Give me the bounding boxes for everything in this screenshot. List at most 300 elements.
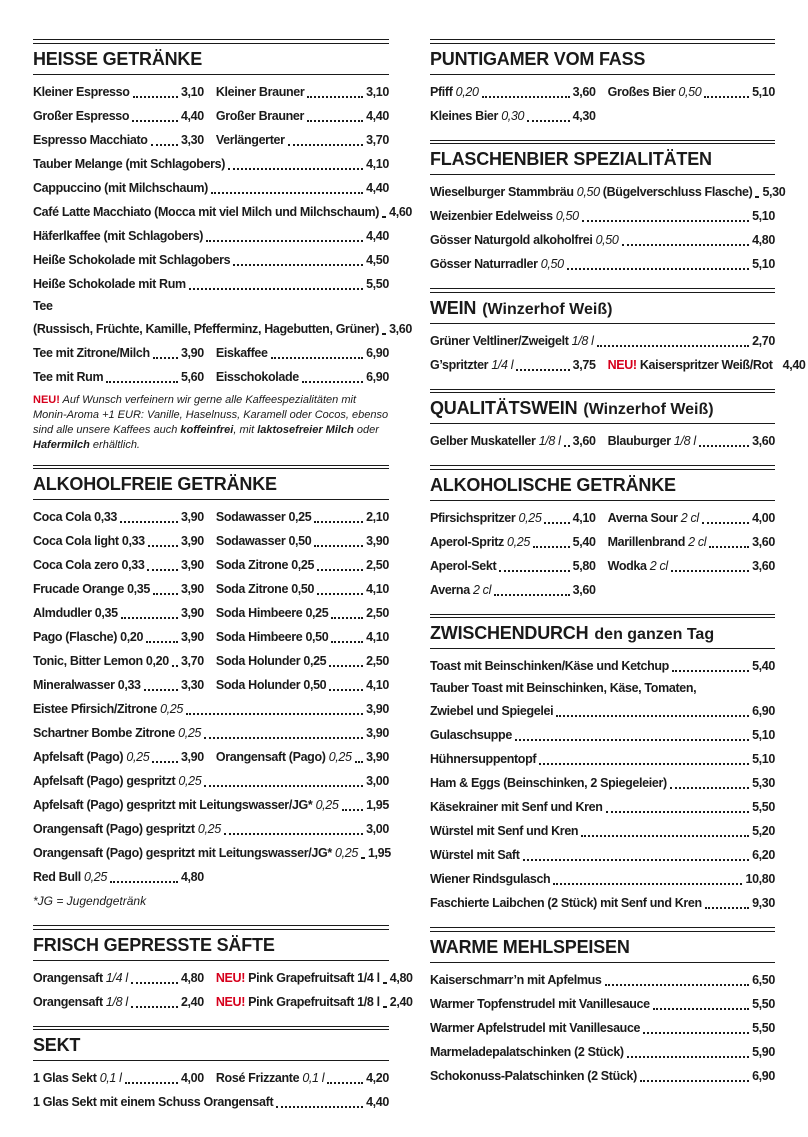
item-name-segment: Pfiff bbox=[430, 84, 456, 99]
item-name-segment: (Bügelverschluss Flasche) bbox=[599, 185, 753, 199]
dot-leader bbox=[702, 522, 749, 524]
menu-item-row bbox=[33, 200, 413, 224]
dot-leader bbox=[189, 288, 363, 290]
menu-item-row bbox=[430, 353, 806, 377]
item-name bbox=[33, 529, 145, 553]
item-name-segment: Kleiner Espresso bbox=[33, 84, 130, 99]
item-price: 3,10 bbox=[366, 84, 389, 99]
dot-leader bbox=[147, 569, 177, 571]
section-flaschenbier-spezialitaten bbox=[430, 140, 786, 277]
item-price: 4,50 bbox=[366, 252, 389, 267]
item-name bbox=[608, 506, 699, 530]
item-name bbox=[33, 200, 379, 224]
dot-leader bbox=[106, 381, 178, 383]
menu-item-cell-left bbox=[430, 554, 596, 578]
item-name-segment: (Russisch, Früchte, Kamille, Pfefferminz, Hagebutten, Grüner) bbox=[33, 321, 380, 336]
item-name-segment: 1/8 l bbox=[571, 333, 594, 348]
item-price: 5,80 bbox=[572, 558, 596, 573]
item-name-segment: 0,50 bbox=[576, 185, 600, 199]
item-price: 4,10 bbox=[366, 582, 389, 596]
item-price: 5,10 bbox=[752, 257, 775, 271]
menu-item-cell-right bbox=[608, 554, 775, 578]
item-name-segment: Wodka bbox=[607, 558, 650, 573]
menu-item-cell-right bbox=[216, 80, 389, 104]
item-name bbox=[33, 224, 203, 248]
item-name-segment: Coca Cola zero 0,33 bbox=[33, 558, 145, 572]
item-name-segment: Großer Brauner bbox=[215, 108, 305, 123]
item-name bbox=[430, 723, 512, 747]
item-name-segment: Hühnersuppentopf bbox=[430, 752, 537, 766]
item-name-segment: 1/8 l bbox=[105, 994, 128, 1009]
item-name-segment: Auf Wunsch verfeinern wir gerne alle Kaffeespezialitäten mit Monin-Aroma +1 EUR: Vanille, Haselnuss, Karamell oder Cocos, ebenso sind alle unsere Kaffees auch bbox=[33, 393, 389, 436]
item-name-segment: 0,20 bbox=[455, 84, 479, 99]
dot-leader bbox=[233, 264, 363, 266]
item-name-segment: Tee bbox=[33, 298, 53, 313]
item-name bbox=[608, 554, 668, 578]
dot-leader bbox=[606, 811, 750, 813]
item-name bbox=[216, 649, 326, 673]
section-header bbox=[33, 469, 389, 499]
menu-note bbox=[33, 393, 389, 453]
item-price: 5,50 bbox=[366, 276, 389, 291]
dot-leader bbox=[152, 761, 178, 763]
item-name bbox=[33, 365, 103, 389]
item-price: 4,00 bbox=[180, 1071, 204, 1085]
item-name-segment: Eiskaffee bbox=[215, 345, 268, 360]
menu-item-row bbox=[33, 80, 389, 104]
item-name-segment: 0,50 bbox=[595, 233, 619, 247]
section-header bbox=[430, 932, 775, 962]
item-name-segment: Marillenbrand bbox=[607, 534, 689, 549]
item-price: 4,40 bbox=[366, 1095, 389, 1109]
dot-leader bbox=[186, 713, 363, 715]
menu-item-row bbox=[430, 699, 775, 723]
section-header bbox=[33, 44, 389, 74]
section-qualitatswein bbox=[430, 389, 775, 454]
item-price: 9,30 bbox=[752, 896, 775, 910]
item-name bbox=[430, 1064, 637, 1088]
menu-item-row bbox=[33, 793, 389, 817]
item-name bbox=[33, 317, 379, 341]
section-rule-bottom bbox=[430, 648, 775, 649]
item-price: 5,50 bbox=[752, 1020, 775, 1035]
item-name bbox=[430, 578, 491, 602]
item-price: 3,90 bbox=[180, 606, 204, 620]
menu-item-cell-left bbox=[430, 104, 596, 128]
dot-leader bbox=[539, 763, 749, 765]
menu-item-cell-left bbox=[33, 365, 204, 389]
menu-item-row bbox=[33, 625, 389, 649]
item-name-segment: 0,25 bbox=[178, 774, 202, 788]
menu-item-row bbox=[33, 577, 389, 601]
item-name-segment: 1/4 l bbox=[105, 970, 128, 985]
item-name-segment: Heiße Schokolade mit Schlagobers bbox=[33, 252, 231, 267]
menu-item-cell-right bbox=[608, 578, 775, 602]
dot-leader bbox=[144, 689, 178, 691]
item-name bbox=[608, 353, 773, 377]
menu-item-cell-left bbox=[430, 530, 596, 554]
neu-badge: NEU! bbox=[215, 970, 246, 985]
item-price: 5,10 bbox=[752, 752, 775, 766]
dot-leader bbox=[121, 617, 178, 619]
menu-item-cell-right bbox=[216, 625, 389, 649]
item-price: 4,80 bbox=[752, 233, 775, 247]
dot-leader bbox=[581, 835, 749, 837]
section-warme-mehlspeisen bbox=[430, 927, 775, 1088]
item-name-segment: Coca Cola light 0,33 bbox=[33, 534, 145, 548]
section-alkoholische-getranke bbox=[430, 465, 775, 602]
item-name-segment: oder bbox=[353, 423, 379, 436]
item-name-segment: Pink Grapefruitsaft 1/4 l bbox=[245, 970, 380, 985]
item-name-segment: 0,1 l bbox=[302, 1071, 325, 1085]
dot-leader bbox=[307, 96, 363, 98]
item-name-segment: 0,25 bbox=[335, 846, 358, 860]
item-price: 3,90 bbox=[366, 702, 389, 716]
item-price: 4,40 bbox=[366, 228, 389, 243]
dot-leader bbox=[755, 196, 759, 198]
item-price: 3,90 bbox=[180, 558, 204, 572]
item-name bbox=[33, 769, 201, 793]
item-name bbox=[33, 272, 186, 296]
menu-item-row bbox=[33, 745, 389, 769]
section-rule-bottom bbox=[33, 499, 389, 500]
menu-item-row bbox=[33, 365, 389, 389]
item-name-segment: Orangensaft (Pago) gespritzt bbox=[33, 822, 198, 836]
item-price: 6,90 bbox=[366, 345, 389, 360]
section-rule-bottom bbox=[430, 500, 775, 501]
dot-leader bbox=[153, 593, 178, 595]
menu-item-row bbox=[33, 1090, 389, 1114]
dot-leader bbox=[516, 369, 569, 371]
item-name-segment: 2 cl bbox=[680, 510, 699, 525]
dot-leader bbox=[383, 982, 387, 984]
section-title: WEIN bbox=[430, 297, 477, 318]
item-name bbox=[430, 771, 667, 795]
section-rule-bottom bbox=[430, 74, 775, 75]
item-name-segment: , mit bbox=[233, 423, 258, 436]
item-price: 5,50 bbox=[752, 996, 775, 1011]
item-name-segment: Mineralwasser 0,33 bbox=[33, 678, 141, 692]
menu-item-row bbox=[430, 1016, 775, 1040]
menu-item-label bbox=[33, 296, 389, 317]
item-name-segment: Pago (Flasche) 0,20 bbox=[33, 630, 144, 644]
dot-leader bbox=[627, 1056, 749, 1058]
menu-item-row bbox=[430, 654, 775, 678]
dot-leader bbox=[544, 522, 569, 524]
item-name bbox=[608, 429, 696, 453]
item-name bbox=[33, 553, 144, 577]
item-name-segment: Häferlkaffee (mit Schlagobers) bbox=[33, 228, 204, 243]
menu-item-cell-right bbox=[216, 128, 389, 152]
item-name bbox=[33, 341, 150, 365]
neu-badge: NEU! bbox=[215, 994, 246, 1009]
dot-leader bbox=[622, 244, 750, 246]
item-name bbox=[430, 992, 650, 1016]
section-header bbox=[430, 293, 775, 323]
menu-item-cell-left bbox=[33, 966, 204, 990]
item-price: 5,90 bbox=[752, 1044, 775, 1059]
menu-item-row bbox=[430, 554, 775, 578]
item-price: 4,10 bbox=[366, 630, 389, 644]
item-name-segment: Almdudler 0,35 bbox=[33, 606, 118, 620]
item-name-segment: 1/4 l bbox=[491, 357, 514, 372]
item-price: 5,40 bbox=[572, 534, 596, 549]
item-price: 4,10 bbox=[366, 678, 389, 692]
dot-leader bbox=[533, 546, 570, 548]
menu-item-row bbox=[430, 771, 775, 795]
section-rule-bottom bbox=[430, 174, 775, 175]
item-name bbox=[33, 841, 358, 865]
menu-item-cell-left bbox=[33, 128, 204, 152]
dot-leader bbox=[314, 545, 363, 547]
dot-leader bbox=[172, 665, 178, 667]
item-name-segment: 2 cl bbox=[472, 582, 492, 597]
menu-item-row bbox=[430, 747, 775, 771]
menu-item-cell-right bbox=[608, 429, 775, 453]
menu-item-row bbox=[430, 992, 775, 1016]
item-name-segment: Eistee Pfirsich/Zitrone bbox=[33, 702, 161, 716]
section-header bbox=[33, 930, 389, 960]
menu-item-row bbox=[430, 180, 786, 204]
item-price: 6,90 bbox=[752, 704, 775, 718]
menu-item-row bbox=[33, 505, 389, 529]
item-price: 5,10 bbox=[752, 84, 775, 99]
item-name bbox=[33, 505, 117, 529]
item-name bbox=[430, 1016, 640, 1040]
item-name bbox=[33, 817, 221, 841]
item-name bbox=[33, 104, 129, 128]
item-name-segment: 1 Glas Sekt mit einem Schuss Orangensaft bbox=[33, 1095, 274, 1109]
menu-item-row bbox=[430, 968, 775, 992]
item-name-segment: Wieselburger Stammbräu bbox=[430, 185, 577, 199]
item-name-segment: erhältlich. bbox=[89, 438, 140, 451]
dot-leader bbox=[206, 240, 363, 242]
section-zwischendurch bbox=[430, 614, 775, 916]
item-name-segment: Großer Espresso bbox=[33, 108, 130, 123]
dot-leader bbox=[204, 785, 363, 787]
menu-item-row bbox=[33, 272, 389, 296]
menu-item-cell-left bbox=[33, 649, 204, 673]
item-name bbox=[33, 649, 169, 673]
menu-item-row bbox=[33, 553, 389, 577]
dot-leader bbox=[317, 569, 363, 571]
item-name bbox=[430, 252, 564, 276]
item-price: 3,75 bbox=[572, 357, 596, 372]
section-rule-bottom bbox=[33, 74, 389, 75]
dot-leader bbox=[329, 665, 363, 667]
dot-leader bbox=[307, 120, 363, 122]
item-name-segment: Espresso Macchiato bbox=[33, 132, 148, 147]
dot-leader bbox=[523, 859, 750, 861]
dot-leader bbox=[515, 739, 749, 741]
item-name bbox=[33, 793, 339, 817]
section-title: FLASCHENBIER SPEZIALITÄTEN bbox=[430, 149, 712, 169]
dot-leader bbox=[148, 545, 178, 547]
item-price: 10,80 bbox=[745, 872, 775, 886]
dot-leader bbox=[361, 857, 365, 859]
item-name-segment: Kaiserschmarr’n mit Apfelmus bbox=[430, 972, 602, 987]
menu-item-row bbox=[33, 841, 389, 865]
item-price: 1,95 bbox=[367, 846, 391, 860]
item-price: 4,20 bbox=[366, 1071, 389, 1085]
item-name-segment: 0,25 bbox=[197, 822, 221, 836]
menu-item-row bbox=[33, 649, 389, 673]
item-name-segment: *JG = Jugendgetränk bbox=[33, 894, 147, 908]
dot-leader bbox=[211, 192, 363, 194]
item-name bbox=[33, 577, 150, 601]
item-price: 4,30 bbox=[572, 108, 596, 123]
menu-item-cell-left bbox=[33, 80, 204, 104]
item-price: 4,00 bbox=[752, 510, 775, 525]
item-price: 3,60 bbox=[752, 534, 775, 549]
section-title: PUNTIGAMER VOM FASS bbox=[430, 48, 646, 69]
item-price: 4,80 bbox=[389, 970, 413, 985]
item-name bbox=[216, 529, 312, 553]
item-name bbox=[216, 341, 268, 365]
item-name-segment: Ham & Eggs (Beinschinken, 2 Spiegeleier) bbox=[430, 776, 667, 790]
item-price: 5,20 bbox=[752, 824, 775, 838]
item-name-segment: Marmeladepalatschinken (2 Stück) bbox=[430, 1044, 624, 1059]
item-name bbox=[430, 819, 578, 843]
item-name-segment: 0,25 bbox=[178, 726, 202, 740]
section-header bbox=[430, 44, 775, 74]
item-name bbox=[33, 80, 130, 104]
menu-item-row bbox=[430, 819, 775, 843]
section-subtitle: (Winzerhof Weiß) bbox=[583, 401, 714, 418]
dot-leader bbox=[383, 1006, 387, 1008]
dot-leader bbox=[153, 357, 178, 359]
menu-item-cell-left bbox=[33, 577, 204, 601]
menu-item-cell-right bbox=[216, 341, 389, 365]
item-name-segment: 0,25 bbox=[507, 534, 530, 549]
item-name-segment: 0,50 bbox=[678, 84, 702, 99]
item-price: 6,90 bbox=[366, 369, 389, 384]
neu-badge: NEU! bbox=[607, 357, 637, 372]
item-price: 5,10 bbox=[752, 728, 775, 742]
item-price: 4,80 bbox=[180, 970, 204, 985]
item-name-segment: Pink Grapefruitsaft 1/8 l bbox=[245, 994, 380, 1009]
menu-item-row bbox=[33, 865, 389, 889]
menu-item-row bbox=[33, 990, 413, 1014]
item-name bbox=[430, 506, 541, 530]
item-name bbox=[33, 248, 230, 272]
item-name bbox=[33, 673, 141, 697]
dot-leader bbox=[567, 268, 749, 270]
menu-column-left bbox=[33, 39, 413, 1126]
menu-item-cell-right bbox=[216, 365, 389, 389]
item-name bbox=[216, 365, 299, 389]
item-name-segment: Soda Holunder 0,50 bbox=[215, 678, 327, 692]
item-price: 3,90 bbox=[366, 726, 389, 740]
item-price: 3,60 bbox=[572, 582, 596, 597]
menu-item-cell-left bbox=[33, 625, 204, 649]
dot-leader bbox=[704, 96, 749, 98]
dot-leader bbox=[342, 809, 364, 811]
item-name bbox=[430, 228, 619, 252]
item-name bbox=[430, 843, 520, 867]
item-name-segment: Zwiebel und Spiegelei bbox=[430, 704, 554, 718]
menu-item-row bbox=[33, 128, 389, 152]
menu-item-row bbox=[430, 891, 775, 915]
item-price: 3,00 bbox=[366, 822, 389, 836]
item-name bbox=[216, 104, 304, 128]
section-title: QUALITÄTSWEIN bbox=[430, 398, 578, 418]
menu-item-row bbox=[430, 843, 775, 867]
item-name bbox=[216, 577, 314, 601]
dot-leader bbox=[640, 1080, 749, 1082]
item-name-segment: Weizenbier Edelweiss bbox=[430, 209, 556, 223]
section-puntigamer-vom-fass bbox=[430, 39, 775, 128]
section-rule-bottom bbox=[430, 323, 775, 324]
item-name-segment: Café Latte Macchiato (Mocca mit viel Milch und Milchschaum) bbox=[33, 204, 380, 219]
item-price: 3,30 bbox=[180, 132, 204, 147]
menu-item-row bbox=[430, 867, 775, 891]
item-price: 3,90 bbox=[180, 750, 204, 764]
section-title: FRISCH GEPRESSTE SÄFTE bbox=[33, 934, 275, 955]
section-rule-bottom bbox=[430, 423, 775, 424]
item-price: 6,20 bbox=[752, 848, 775, 862]
item-price: 1,95 bbox=[366, 798, 389, 812]
item-price: 5,10 bbox=[752, 209, 775, 223]
menu-item-row bbox=[430, 228, 775, 252]
item-name-segment: Soda Himbeere 0,25 bbox=[215, 606, 329, 620]
dot-leader bbox=[709, 546, 749, 548]
item-name-segment: Gulaschsuppe bbox=[430, 728, 512, 742]
item-price: 5,30 bbox=[762, 185, 786, 199]
item-price: 3,90 bbox=[180, 534, 204, 548]
dot-leader bbox=[553, 883, 742, 885]
menu-item-label bbox=[430, 678, 775, 699]
item-price: 4,40 bbox=[180, 108, 204, 123]
item-name bbox=[430, 104, 524, 128]
menu-item-cell-left bbox=[33, 341, 204, 365]
dot-leader bbox=[653, 1008, 749, 1010]
menu-item-row bbox=[33, 817, 389, 841]
dot-leader bbox=[224, 833, 363, 835]
item-name-segment: Kaiserspritzer Weiß/Rot bbox=[636, 357, 773, 372]
item-name bbox=[216, 625, 329, 649]
menu-item-cell-right bbox=[216, 601, 389, 625]
dot-leader bbox=[131, 982, 178, 984]
item-price: 4,10 bbox=[366, 156, 389, 171]
item-price: 2,50 bbox=[366, 654, 389, 668]
item-name bbox=[216, 1066, 324, 1090]
menu-item-cell-left bbox=[430, 353, 596, 377]
dot-leader bbox=[331, 617, 363, 619]
item-price: 2,40 bbox=[389, 994, 413, 1009]
dot-leader bbox=[527, 120, 570, 122]
item-name-segment: Sodawasser 0,25 bbox=[215, 510, 312, 524]
menu-item-cell-right bbox=[216, 577, 389, 601]
item-name-segment: Schartner Bombe Zitrone bbox=[33, 726, 179, 740]
menu-item-row bbox=[430, 723, 775, 747]
menu-footnote bbox=[33, 889, 389, 913]
item-name-segment: Soda Zitrone 0,25 bbox=[215, 558, 315, 572]
item-price: 3,90 bbox=[180, 630, 204, 644]
item-name-segment: Averna Sour bbox=[607, 510, 681, 525]
item-name-segment: Warmer Apfelstrudel mit Vanillesauce bbox=[430, 1020, 641, 1035]
item-name bbox=[430, 204, 579, 228]
menu-item-cell-right bbox=[608, 506, 775, 530]
section-sekt bbox=[33, 1026, 389, 1115]
item-name bbox=[33, 625, 143, 649]
item-name bbox=[216, 601, 329, 625]
item-name bbox=[430, 180, 752, 204]
item-price: 3,00 bbox=[366, 774, 389, 788]
menu-item-cell-right bbox=[607, 353, 806, 377]
item-price: 5,40 bbox=[752, 659, 775, 673]
menu-item-cell-right bbox=[216, 745, 389, 769]
